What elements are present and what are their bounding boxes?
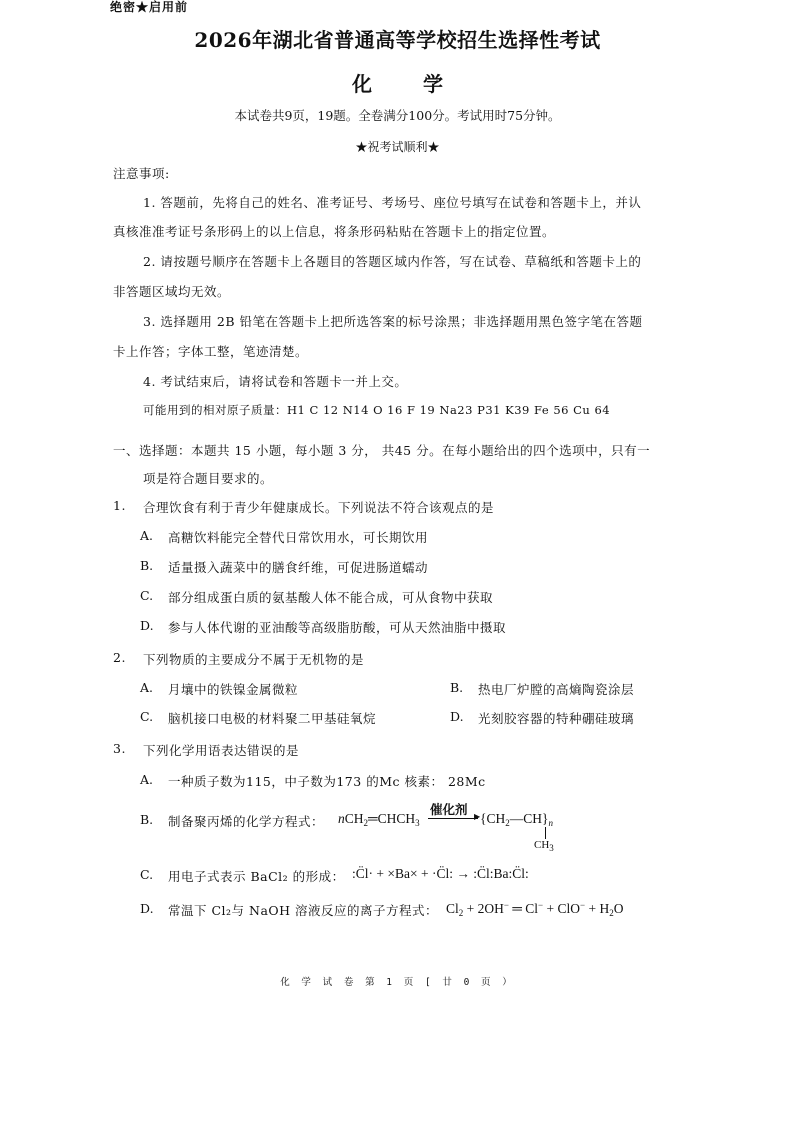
confidential-mark: 绝密★启用前 xyxy=(110,0,189,14)
atomic-mass-line: 可能用到的相对原子质量：H1 C 12 N14 O 16 F 19 Na23 P31 K39 Fe 56 Cu 64 xyxy=(143,403,611,417)
branch-bond xyxy=(545,827,546,839)
notice-item-1b: 真核准准考证号条形码上的以上信息，将条形码粘贴在答题卡上的指定位置。 xyxy=(113,224,556,239)
question-number: 1. xyxy=(113,498,126,513)
exam-title: 2026年湖北省普通高等学校招生选择性考试 xyxy=(194,28,601,52)
notice-item-1a: 1. 答题前，先将自己的姓名、准考证号、考场号、座位号填写在试卷和答题卡上，并认 xyxy=(143,195,642,210)
exam-info: 本试卷共9页，19题。全卷满分100分。考试用时75分钟。 xyxy=(234,108,561,123)
reaction-arrow xyxy=(428,818,478,819)
question-number: 2. xyxy=(113,650,126,665)
option-text: 适量摄入蔬菜中的膳食纤维，可促进肠道蠕动 xyxy=(168,560,429,575)
option-text: 高糖饮料能完全替代日常饮用水，可长期饮用 xyxy=(168,530,429,545)
question-1-stem: 合理饮食有利于青少年健康成长。下列说法不符合该观点的是 xyxy=(143,500,495,515)
option-letter: A. xyxy=(140,772,154,787)
option-text: 用电子式表示 BaCl₂ 的形成： xyxy=(168,869,345,884)
question-3-stem: 下列化学用语表达错误的是 xyxy=(143,743,300,758)
option-letter: D. xyxy=(140,901,154,916)
notice-item-2b: 非答题区域均无效。 xyxy=(113,284,231,299)
option-text: 部分组成蛋白质的氨基酸人体不能合成，可从食物中获取 xyxy=(168,590,494,605)
page-footer: 化 学 试 卷 第 1 页 [ 廿 0 页 ） xyxy=(280,977,515,988)
question-number: 3. xyxy=(113,741,126,756)
methyl-group: $CH_3$ xyxy=(534,839,554,853)
option-text: 光刻胶容器的特种硼硅玻璃 xyxy=(478,711,635,726)
section-heading-b: 项是符合题目要求的。 xyxy=(143,471,274,486)
option-text: 脑机接口电极的材料聚二甲基硅氧烷 xyxy=(168,711,377,726)
electron-dot-formation: :C̈l· + ×Ba× + ·C̈l: → :C̈l:Ba:C̈l: xyxy=(352,866,529,881)
option-letter: A. xyxy=(140,528,154,543)
option-letter: B. xyxy=(450,680,464,695)
option-letter: C. xyxy=(140,588,154,603)
catalyst-label: 催化剂 xyxy=(430,803,468,817)
question-2-stem: 下列物质的主要成分不属于无机物的是 xyxy=(143,652,365,667)
option-letter: B. xyxy=(140,558,154,573)
option-text: 月壤中的铁镍金属微粒 xyxy=(168,682,299,697)
option-text: 制备聚丙烯的化学方程式： xyxy=(168,814,325,829)
option-letter: D. xyxy=(140,618,154,633)
blessing-line: ★祝考试顺利★ xyxy=(355,140,440,154)
reactant-formula: $nCH_2═CHCH_3$ xyxy=(338,811,420,828)
arrow-head-icon: ▶ xyxy=(474,812,481,821)
option-letter: A. xyxy=(140,680,154,695)
option-letter: C. xyxy=(140,867,154,882)
option-text: 一种质子数为115，中子数为173 的Mc 核素： 28Mc xyxy=(168,774,486,789)
section-heading-a: 一、选择题：本题共 15 小题，每小题 3 分， 共45 分。在每小题给出的四个选项中，只有一 xyxy=(113,443,651,458)
product-formula: $\{CH_2—CH\}_n$ xyxy=(480,811,553,828)
option-letter: D. xyxy=(450,709,464,724)
notice-item-3b: 卡上作答；字体工整，笔迹清楚。 xyxy=(113,344,309,359)
option-text: 参与人体代谢的亚油酸等高级脂肪酸，可从天然油脂中摄取 xyxy=(168,620,507,635)
ionic-equation: $Cl_2 + 2OH^-$ ═ $Cl^- + ClO^- + H_2O$ xyxy=(446,900,624,918)
option-letter: B. xyxy=(140,812,154,827)
notice-item-4: 4. 考试结束后，请将试卷和答题卡一并上交。 xyxy=(143,374,408,389)
option-letter: C. xyxy=(140,709,154,724)
option-text: 热电厂炉膛的高熵陶瓷涂层 xyxy=(478,682,635,697)
subject-title: 化 学 xyxy=(352,72,465,96)
option-text: 常温下 Cl₂与 NaOH 溶液反应的离子方程式： xyxy=(168,903,439,918)
notice-item-3a: 3. 选择题用 2B 铅笔在答题卡上把所选答案的标号涂黑；非选择题用黑色签字笔在答题 xyxy=(143,314,643,329)
notice-item-2a: 2. 请按题号顺序在答题卡上各题目的答题区域内作答，写在试卷、草稿纸和答题卡上的 xyxy=(143,254,642,269)
notice-heading: 注意事项: xyxy=(113,166,170,181)
